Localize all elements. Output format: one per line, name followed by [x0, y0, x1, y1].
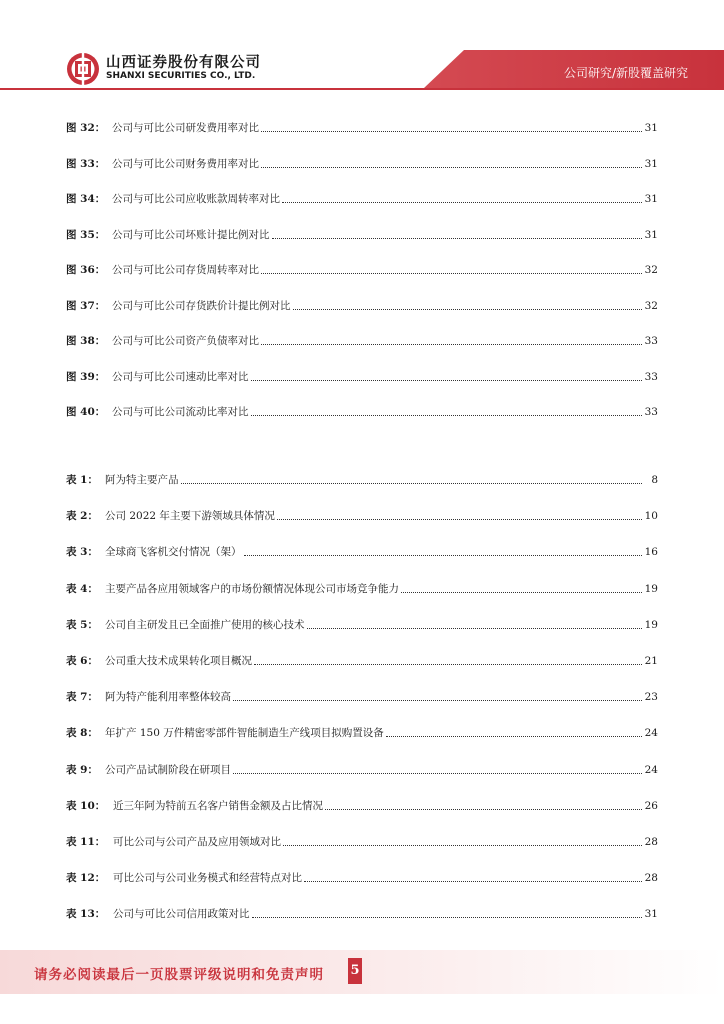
toc-entry-heading — [66, 228, 270, 242]
toc-entry-title: 年扩产 150 万件精密零部件智能制造生产线项目拟购置设备 — [105, 727, 384, 740]
page-number: 5 — [348, 958, 362, 984]
toc-entry[interactable] — [66, 797, 658, 813]
page-header — [0, 0, 724, 100]
toc-entry[interactable] — [66, 190, 658, 206]
toc-entry-page: 32 — [644, 299, 658, 312]
toc-entry-page: 31 — [644, 157, 658, 170]
toc-dot-leader — [251, 414, 643, 416]
toc-entry-title: 近三年阿为特前五名客户销售金额及占比情况 — [113, 799, 323, 812]
toc-entry[interactable] — [66, 616, 658, 632]
toc-entry-title: 可比公司与公司产品及应用领域对比 — [113, 836, 281, 848]
toc-entry-title: 公司自主研发且已全面推广使用的核心技术 — [105, 618, 305, 631]
toc-entry-heading — [66, 121, 259, 135]
shanxi-securities-logo-icon — [66, 52, 100, 86]
toc-entry-page: 24 — [644, 763, 658, 776]
toc-dot-leader — [401, 591, 642, 593]
toc-entry-label: 图 39： — [66, 370, 106, 383]
toc-entry[interactable] — [66, 297, 658, 313]
toc-entry-label: 表 3： — [66, 546, 98, 559]
toc-entry-heading — [66, 192, 280, 206]
toc-entry-page: 19 — [644, 582, 658, 595]
toc-dot-leader — [233, 699, 642, 701]
toc-entry-title: 公司 2022 年主要下游领域具体情况 — [105, 510, 275, 523]
toc-entry-title: 阿为特产能利用率整体较高 — [105, 691, 231, 704]
toc-entry[interactable] — [66, 761, 658, 777]
toc-entry-label: 表 11： — [66, 836, 106, 848]
toc-entry-label: 表 7： — [66, 691, 98, 704]
toc-entry[interactable] — [66, 332, 658, 348]
toc-entry-label: 图 35： — [66, 228, 106, 241]
toc-dot-leader — [254, 663, 642, 665]
toc-entry-page: 32 — [644, 264, 658, 276]
toc-entry-title: 公司重大技术成果转化项目概况 — [105, 655, 252, 667]
toc-entry-heading — [66, 370, 249, 384]
toc-dot-leader — [282, 201, 642, 203]
toc-entry[interactable] — [66, 226, 658, 242]
toc-entry-page: 31 — [644, 228, 658, 241]
toc-entry-heading — [66, 405, 249, 419]
toc-entry-page: 33 — [644, 370, 658, 383]
section-title: 公司研究/新股覆盖研究 — [563, 66, 688, 80]
toc-entry-label: 表 12： — [66, 872, 106, 885]
toc-entry-page: 28 — [644, 836, 658, 848]
toc-entry-label: 表 1： — [66, 474, 98, 486]
toc-entry-page: 21 — [644, 655, 658, 667]
toc-entry-heading — [66, 726, 384, 740]
toc-entry-title: 主要产品各应用领域客户的市场份额情况体现公司市场竞争能力 — [105, 582, 399, 595]
toc-entry[interactable] — [66, 471, 658, 487]
toc-dot-leader — [251, 379, 643, 381]
toc-entry-heading — [66, 871, 302, 885]
toc-entry-title: 公司产品试制阶段在研项目 — [105, 763, 231, 776]
toc-entry-page: 33 — [644, 335, 658, 347]
toc-entry-title: 公司与可比公司坏账计提比例对比 — [112, 228, 270, 241]
toc-entry-label: 图 40： — [66, 406, 106, 418]
toc-dot-leader — [181, 482, 643, 484]
toc-entry-heading — [66, 690, 231, 704]
toc-entry-heading — [66, 835, 281, 849]
toc-entry[interactable] — [66, 155, 658, 171]
toc-entry-label: 图 37： — [66, 299, 106, 312]
toc-dot-leader — [244, 554, 643, 556]
toc-entry-label: 表 8： — [66, 727, 98, 740]
toc-entry-title: 公司与可比公司资产负债率对比 — [112, 335, 259, 347]
toc-dot-leader — [386, 735, 642, 737]
toc-dot-leader — [325, 808, 642, 810]
toc-entry-page: 8 — [651, 474, 658, 486]
toc-entry-label: 图 36： — [66, 264, 106, 276]
toc-entry-heading — [66, 263, 259, 277]
toc-dot-leader — [293, 308, 643, 310]
toc-entry[interactable] — [66, 403, 658, 419]
toc-entry-title: 公司与可比公司存货周转率对比 — [112, 264, 259, 276]
toc-entry-title: 阿为特主要产品 — [105, 474, 179, 486]
toc-dot-leader — [252, 916, 643, 918]
toc-entry[interactable] — [66, 507, 658, 523]
toc-entry[interactable] — [66, 833, 658, 849]
toc-entry-title: 可比公司与公司业务模式和经营特点对比 — [113, 872, 302, 885]
toc-entry-page: 26 — [644, 799, 658, 812]
toc-entry-label: 图 32： — [66, 122, 106, 134]
toc-dot-leader — [277, 518, 642, 520]
toc-entry[interactable] — [66, 688, 658, 704]
toc-entry-heading — [66, 473, 179, 487]
toc-entry-title: 公司与可比公司应收账款周转率对比 — [112, 193, 280, 205]
toc-entry-title: 公司与可比公司流动比率对比 — [112, 406, 249, 418]
toc-entry-heading — [66, 618, 305, 632]
toc-dot-leader — [261, 343, 642, 345]
toc-entry-page: 16 — [644, 546, 658, 559]
toc-entry-title: 公司与可比公司财务费用率对比 — [112, 157, 259, 170]
toc-entry-heading — [66, 763, 231, 777]
toc-entry-title: 公司与可比公司速动比率对比 — [112, 370, 249, 383]
toc-entry[interactable] — [66, 261, 658, 277]
toc-dot-leader — [272, 237, 643, 239]
toc-entry-page: 23 — [644, 691, 658, 704]
toc-entry-label: 表 10： — [66, 799, 106, 812]
toc-entry-heading — [66, 545, 242, 559]
toc-dot-leader — [261, 272, 642, 274]
toc-entry[interactable] — [66, 905, 658, 921]
toc-entry[interactable] — [66, 724, 658, 740]
toc-entry-title: 公司与可比公司信用政策对比 — [113, 908, 250, 921]
toc-entry-label: 表 4： — [66, 582, 98, 595]
toc-entry[interactable] — [66, 580, 658, 596]
toc-entry-heading — [66, 654, 252, 668]
page-footer — [0, 950, 724, 994]
header-divider — [0, 88, 724, 90]
toc-entry-heading — [66, 334, 259, 348]
toc-entry-heading — [66, 509, 275, 523]
toc-dot-leader — [261, 166, 642, 168]
toc-entry-heading — [66, 907, 250, 921]
toc-entry-page: 33 — [644, 406, 658, 418]
toc-dot-leader — [283, 844, 642, 846]
toc-entry-label: 图 34： — [66, 193, 106, 205]
toc-entry-page: 31 — [644, 193, 658, 205]
toc-entry-label: 表 5： — [66, 618, 98, 631]
toc-entry-heading — [66, 799, 323, 813]
toc-entry[interactable] — [66, 869, 658, 885]
toc-entry-label: 图 33： — [66, 157, 106, 170]
toc-entry-page: 24 — [644, 727, 658, 740]
toc-entry-page: 31 — [644, 908, 658, 921]
toc-entry-page: 19 — [644, 618, 658, 631]
toc-entry-label: 表 13： — [66, 908, 106, 921]
toc-entry-label: 表 6： — [66, 655, 98, 667]
toc-dot-leader — [261, 130, 642, 132]
toc-dot-leader — [304, 880, 642, 882]
toc-entry-title: 公司与可比公司存货跌价计提比例对比 — [112, 299, 291, 312]
toc-entry[interactable] — [66, 652, 658, 668]
company-name-cn: 山西证券股份有限公司 — [106, 55, 261, 71]
toc-dot-leader — [233, 772, 642, 774]
toc-entry[interactable] — [66, 368, 658, 384]
toc-entry-title: 公司与可比公司研发费用率对比 — [112, 122, 259, 134]
toc-entry-page: 28 — [644, 872, 658, 885]
toc-entry-label: 表 9： — [66, 763, 98, 776]
toc-entry-label: 图 38： — [66, 335, 106, 347]
toc-entry-heading — [66, 299, 291, 313]
toc-entry[interactable] — [66, 543, 658, 559]
company-name-en: SHANXI SECURITIES CO., LTD. — [106, 71, 256, 81]
toc-entry-page: 10 — [644, 510, 658, 523]
toc-entry[interactable] — [66, 119, 658, 135]
toc-entry-heading — [66, 157, 259, 171]
toc-entry-title: 全球商飞客机交付情况（架） — [105, 546, 242, 559]
toc-entry-page: 31 — [644, 122, 658, 134]
disclaimer-notice: 请务必阅读最后一页股票评级说明和免责声明 — [34, 967, 324, 983]
toc-entry-heading — [66, 582, 399, 596]
toc-dot-leader — [307, 627, 643, 629]
toc-entry-label: 表 2： — [66, 510, 98, 523]
